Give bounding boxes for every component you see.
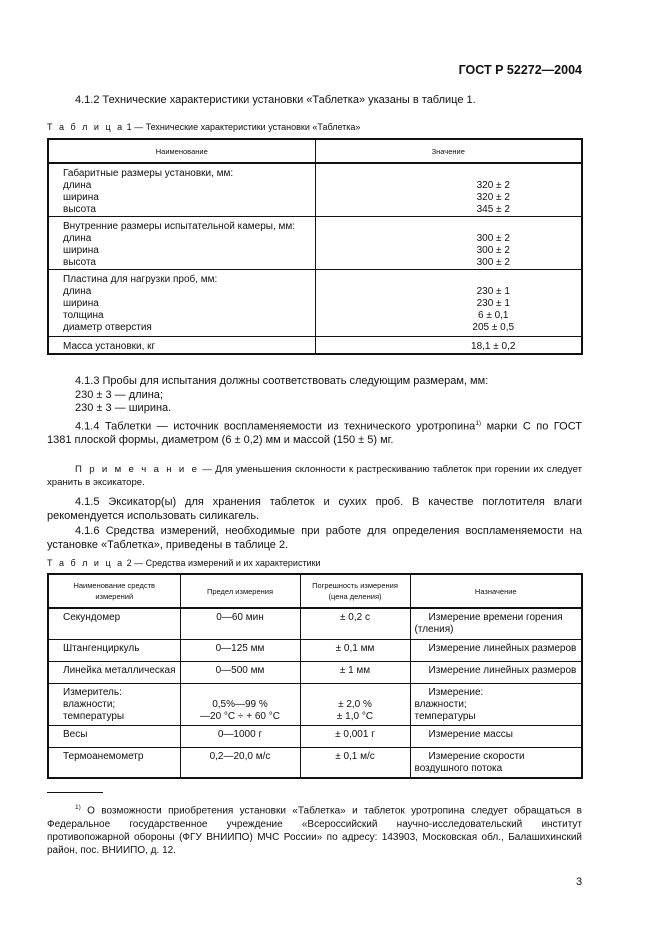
item-value: 300 ± 2	[476, 245, 510, 256]
item-label: длина	[63, 180, 92, 191]
item-value: 230 ± 1	[476, 286, 510, 297]
table-row	[48, 725, 582, 747]
table-row	[48, 661, 582, 683]
cell-line: ± 0,1 м/с	[335, 750, 375, 762]
cell-line: 0—125 мм	[215, 642, 265, 654]
purpose-cell	[410, 747, 582, 778]
cell-line: (тления)	[414, 624, 454, 635]
item-label: длина	[63, 233, 92, 244]
table-row	[48, 639, 582, 661]
purpose-cell	[410, 725, 582, 747]
caption-prefix: Т а б л и ц а	[47, 122, 125, 132]
cell-line: воздушного потока	[414, 762, 503, 774]
caption-text: 2 — Средства измерений и их характеристики	[124, 558, 321, 568]
instrument-cell	[48, 747, 180, 778]
cell-line: ± 2,0 %	[338, 698, 372, 710]
instrument-cell	[48, 725, 180, 747]
cell-line: Весы	[63, 728, 88, 740]
cell-line: 0—500 мм	[215, 664, 265, 676]
note	[47, 463, 582, 489]
caption-prefix: Т а б л и ц а	[47, 558, 125, 568]
paragraph-4-1-4	[47, 417, 582, 448]
parameter-cell	[48, 163, 315, 217]
table-2	[47, 573, 583, 779]
group-title: Пластина для нагрузки проб, мм:	[63, 274, 218, 285]
cell-line	[184, 687, 297, 699]
cell-line: Измерение времени горения	[428, 612, 563, 623]
spacer	[416, 221, 572, 233]
cell-line: Измеритель:	[63, 686, 122, 698]
cell-line: Штангенциркуль	[63, 642, 140, 654]
item-value: 6 ± 0,1	[477, 310, 509, 321]
range-cell	[180, 661, 300, 683]
cell-line: ± 1,0 °С	[336, 710, 374, 722]
cell-line: влажности;	[414, 698, 467, 710]
item-label: ширина	[63, 298, 99, 309]
error-cell	[300, 683, 410, 725]
table-1	[47, 138, 583, 355]
spacer	[416, 274, 572, 286]
footnote	[47, 801, 582, 857]
range-cell	[180, 639, 300, 661]
range-cell	[180, 747, 300, 778]
table-row	[48, 163, 582, 217]
table-header-row	[48, 574, 582, 608]
purpose-cell	[410, 608, 582, 639]
group-title: Масса установки, кг	[63, 341, 156, 352]
cell-line: 0,2—20,0 м/с	[209, 750, 271, 762]
table-row	[48, 747, 582, 778]
purpose-cell	[410, 639, 582, 661]
column-header: Наименование	[48, 139, 315, 163]
paragraph-4-1-2: 4.1.2 Технические характеристики установки «Таблетка» указаны в таблице 1.	[75, 94, 476, 106]
paragraph-4-1-3	[47, 375, 582, 416]
range-cell	[180, 725, 300, 747]
cell-line: ± 0,2 с	[340, 612, 370, 623]
cell-line: температуры	[63, 710, 125, 722]
cell-line: Линейка металлическая	[63, 664, 176, 676]
footnote-text: О возможности приобретения установки «Таблетка» и таблеток уротропина следует обращаться в Федеральное государственное учреждение «Всероссийский научно-исследовательский институт противопожарной обороны (ФГУ ВНИИПО) МЧС России» по адресу: 143903, Московская обл., Балашихинский район, пос. ВНИИПО, д. 12.	[47, 805, 582, 856]
group-title: Внутренние размеры испытательной камеры, мм:	[63, 221, 296, 232]
parameter-cell	[48, 337, 315, 355]
instrument-cell	[48, 608, 180, 639]
table-row	[48, 608, 582, 639]
item-value: 300 ± 2	[476, 233, 510, 244]
cell-line: температуры	[414, 710, 476, 722]
item-label: толщина	[63, 310, 104, 321]
range-cell	[180, 608, 300, 639]
cell-line: Измерение массы	[428, 728, 513, 740]
cell-line: 0—1000 г	[217, 728, 263, 740]
cell-line: влажности;	[63, 698, 116, 710]
cell-line: Измерение линейных размеров	[428, 664, 577, 676]
item-value: 320 ± 2	[476, 180, 510, 191]
text-line: 230 ± 3 — длина;	[75, 388, 163, 401]
parameter-cell	[48, 217, 315, 270]
cell-line: ± 0,1 мм	[335, 642, 375, 654]
table-row	[48, 270, 582, 337]
error-cell	[300, 725, 410, 747]
item-value: 205 ± 0,5	[472, 322, 515, 333]
purpose-cell	[410, 683, 582, 725]
instrument-cell	[48, 683, 180, 725]
footnote-mark: 1)	[75, 804, 81, 811]
instrument-cell	[48, 661, 180, 683]
spacer	[416, 168, 572, 180]
column-header: Назначение	[410, 574, 582, 608]
cell-line: ± 1 мм	[339, 664, 371, 676]
text-line: 230 ± 3 — ширина.	[75, 402, 172, 415]
item-label: ширина	[63, 192, 99, 203]
cell-line: Секундомер	[63, 612, 121, 623]
column-header: Наименование средств измерений	[48, 574, 180, 608]
cell-line	[304, 687, 407, 699]
note-text: — Для уменьшения склонности к растрескиванию таблеток при горении их следует хранить в эксикаторе.	[47, 464, 582, 488]
table-row	[48, 217, 582, 270]
table-row	[48, 337, 582, 355]
cell-line: Измерение линейных размеров	[428, 642, 577, 654]
table-row	[48, 683, 582, 725]
table-header-row	[48, 139, 582, 163]
parameter-cell	[48, 270, 315, 337]
item-value: 300 ± 2	[476, 257, 510, 268]
range-cell	[180, 683, 300, 725]
page-number: 3	[576, 876, 583, 888]
error-cell	[300, 661, 410, 683]
column-header: Значение	[315, 139, 582, 163]
item-value: 345 ± 2	[476, 204, 510, 215]
error-cell	[300, 639, 410, 661]
instrument-cell	[48, 639, 180, 661]
value-cell	[315, 270, 582, 337]
group-title: Габаритные размеры установки, мм:	[63, 168, 234, 179]
item-value: 18,1 ± 0,2	[471, 341, 516, 352]
paragraph-4-1-6: 4.1.6 Средства измерений, необходимые при работе для определения воспламеняемости на установке «Таблетка», приведены в таблице 2.	[47, 525, 582, 551]
value-cell	[315, 217, 582, 270]
item-label: длина	[63, 286, 92, 297]
document-id: ГОСТ Р 52272—2004	[458, 63, 582, 77]
item-label: высота	[63, 257, 96, 268]
cell-line: —20 °С ÷ + 60 °С	[200, 710, 280, 722]
table2-caption	[47, 558, 321, 568]
cell-line: ± 0,001 г	[335, 728, 375, 740]
value-cell	[315, 337, 582, 355]
item-label: ширина	[63, 245, 99, 256]
item-label: высота	[63, 204, 96, 215]
error-cell	[300, 747, 410, 778]
cell-line: Измерение скорости	[428, 750, 525, 762]
text: 4.1.4 Таблетки — источник воспламеняемости из технического уротропина	[75, 420, 476, 433]
cell-line: 0,5%—99 %	[212, 698, 268, 710]
cell-line: Термоанемометр	[63, 750, 144, 762]
note-prefix: П р и м е ч а н и е	[75, 464, 199, 475]
value-cell	[315, 163, 582, 217]
item-value: 230 ± 1	[476, 298, 510, 309]
error-cell	[300, 608, 410, 639]
cell-line: Измерение:	[428, 686, 484, 698]
column-header: Предел измерения	[180, 574, 300, 608]
column-header: Погрешность измерения (цена деления)	[300, 574, 410, 608]
cell-line: 0—60 мин	[216, 612, 264, 623]
caption-text: 1 — Технические характеристики установки «Таблетка»	[124, 122, 361, 132]
text-line: 4.1.3 Пробы для испытания должны соответствовать следующим размерам, мм:	[75, 375, 489, 387]
footnote-ref: 1)	[475, 420, 482, 427]
paragraph-4-1-5: 4.1.5 Эксикатор(ы) для хранения таблеток и сухих проб. В качестве поглотителя влаги рекомендуется использовать силикагель.	[47, 496, 582, 522]
table1-caption	[47, 122, 360, 132]
text: марки С по ГОСТ 1381 плоской формы, диаметром (6 ± 0,2) мм и массой (150 ± 5) мг.	[47, 420, 582, 447]
item-value: 320 ± 2	[476, 192, 510, 203]
footnote-separator	[47, 792, 103, 793]
purpose-cell	[410, 661, 582, 683]
item-label: диаметр отверстия	[63, 322, 152, 333]
